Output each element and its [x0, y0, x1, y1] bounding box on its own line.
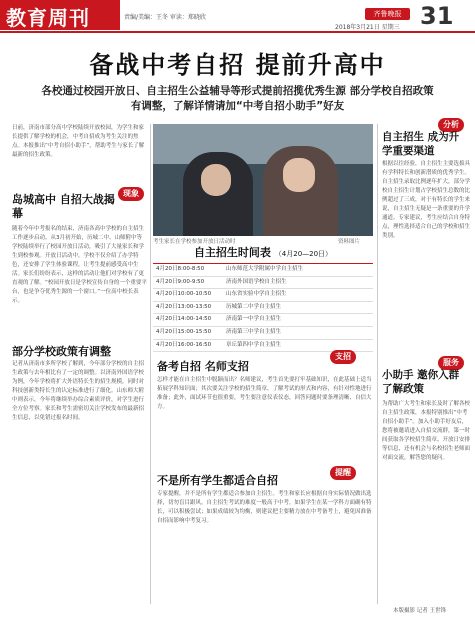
schedule-row: [153, 277, 373, 290]
intro-paragraph: 日前，济南市部分高中学校陆续开放校园，为学生和家长提供了解学校的机会，中考自招成为考生关注的焦点。本报推出“中考自招小助手”，帮助考生与家长了解最新的招生政策。: [12, 125, 145, 158]
schedule-row: [153, 264, 373, 277]
photo-face-left: [201, 164, 231, 196]
schedule-table: [153, 244, 373, 352]
schedule-date: 4月20日16:00-16:50: [156, 341, 212, 348]
schedule-range: （4月20—20日）: [274, 250, 333, 258]
schedule-date: 4月20日15:00-15:50: [156, 328, 212, 335]
schedule-grid: [153, 263, 373, 352]
tag-advice: 支招: [330, 350, 356, 364]
section-title-s4: 部分学校政策有调整: [12, 345, 111, 358]
editor-credits: 责编/美编：王冬 审读：郑晓欣: [124, 14, 206, 21]
schedule-event: 山东师范大学附属中学自主招生: [226, 266, 304, 272]
schedule-event: 山东省实验中学自主招生: [226, 291, 287, 298]
sub-headline: 各校通过校园开放日、自主招生公益辅导等形式提前招揽优秀生源 部分学校自招政策有调整，了解详情请加“中考自招小助手”好友: [41, 85, 434, 112]
schedule-title: [153, 244, 373, 260]
schedule-event: 济南第一中学自主招生: [226, 316, 282, 323]
schedule-date: 4月20日8:00-8:50: [156, 266, 205, 272]
section-title-s2: 自主招生 成为升学重要渠道: [382, 131, 460, 157]
schedule-event: 济南第三中学自主招生: [226, 328, 282, 335]
column-divider-right: [377, 124, 378, 604]
article-body-s5: 专家提醒，并不是所有学生都适合参加自主招生。考生和家长应根据自身实际情况做出选择，切勿盲目跟风。自主招生考试的难度一般高于中考，如果学生在某一学科方面确有特长，可以积极尝试；如果成绩较为均衡，则建议把主要精力放在中考备考上，避免因准备自招而影响中考复习。: [157, 491, 372, 524]
photo-footer-credit: 本版摄影 记者 王世锋: [393, 608, 446, 614]
schedule-row: [153, 302, 373, 315]
schedule-date: 4月20日14:00-14:50: [156, 316, 212, 323]
section-title-s3: 备考自招 名师支招: [157, 360, 249, 373]
schedule-date: 4月20日9:00-9:50: [156, 278, 205, 285]
tag-analysis: 分析: [438, 118, 464, 132]
schedule-event: 历城第二中学自主招生: [226, 303, 282, 310]
schedule-row: [153, 314, 373, 327]
header-rule: [0, 31, 475, 33]
tag-reminder: 提醒: [330, 466, 356, 480]
article-body-s4: 记者从济南市多所学校了解到，今年部分学校的自主招生政策与去年相比有了一定的调整。以济南外国语学校为例，今年学校将扩大外语特长生的招生规模，同时对科技创新类特长生的认定标准进行了细化。山东师大附中则表示，今年将继续举办综合素质评价，对学生进行全方位考察。家长和考生需密切关注学校发布的最新招生信息，以免错过报名时间。: [12, 361, 145, 421]
article-body-s3: 怎样才能在自主招生中脱颖而出？名师建议，考生首先要打牢基础知识，在此基础上适当拓展学科知识面；其次要关注学校的招生简章，了解考试的形式和内容，有针对性地进行准备；此外，面试环节也很重要，考生要注意仪表仪态，回答问题时要条理清晰、自信大方。: [157, 377, 372, 410]
schedule-date: 4月20日13:00-13:50: [156, 303, 212, 310]
page-number: 31: [420, 2, 454, 30]
schedule-title-text: 自主招生时间表: [193, 246, 271, 259]
column-divider-left: [150, 124, 151, 604]
tag-phenomenon: 现象: [118, 187, 144, 201]
schedule-event: 章丘第四中学自主招生: [226, 341, 282, 348]
main-headline: 备战中考自招 提前升高中: [89, 51, 386, 79]
schedule-row: [153, 327, 373, 340]
tag-service: 服务: [438, 356, 464, 370]
section-title-s6: 小助手 邀你入群了解政策: [382, 369, 460, 395]
article-body-s6: 为帮助广大考生和家长及时了解各校自主招生政策，本报特别推出“中考自招小助手”。加入小助手好友后，您将被邀请进入自招交流群，第一时间获取各学校招生简章、开放日安排等信息，还有机会与名校招生老师面对面交流，解答您的疑问。: [382, 401, 470, 461]
news-photo: [153, 124, 373, 236]
schedule-event: 济南外国语学校自主招生: [226, 278, 287, 285]
photo-caption: 考生家长在学校参加开放日活动时: [153, 239, 236, 245]
schedule-date: 4月20日10:00-10:50: [156, 291, 212, 298]
photo-face-right: [283, 158, 315, 192]
section-title-s5: 不是所有学生都适合自招: [157, 474, 278, 487]
schedule-row: [153, 289, 373, 302]
photo-background: [153, 124, 373, 164]
photo-credit: 资料图片: [338, 239, 361, 245]
section-title-s1: 岛城高中 自招大战揭幕: [12, 193, 115, 220]
article-body-s2: 根据以往经验，自主招生主要选拔具有学科特长和创新潜质的优秀学生。自主招生录取比例逐年扩大，部分学校自主招生计划占学校招生总数的比例超过了三成，对于有特长的学生来说，自主招生无疑是一条重要的升学通道。专家建议，考生应结合自身特点，理性选择适合自己的学校和招生类别。: [382, 161, 470, 239]
article-body-s1: 随着今年中考报名的结束，济南各高中学校的自主招生工作逐步启动。从3月初开始，历城二中、山师附中等学校陆续举行了校园开放日活动，吸引了大量家长和学生到校参观。开放日活动中，学校不仅介绍了办学特色，还安排了学生体验课程，让考生提前感受高中生活。家长们纷纷表示，这样的活动让他们对学校有了更直观的了解。“校园开放日是学校宣传自身的一个重要平台，也是争夺优秀生源的一个窗口。”一位高中校长表示。: [12, 226, 147, 304]
issue-date: 2018年3月21日 星期三: [335, 24, 400, 31]
page-header: [0, 0, 475, 34]
newspaper-logo: 齐鲁晚报: [365, 8, 410, 20]
section-title: 教育周刊: [6, 6, 90, 30]
